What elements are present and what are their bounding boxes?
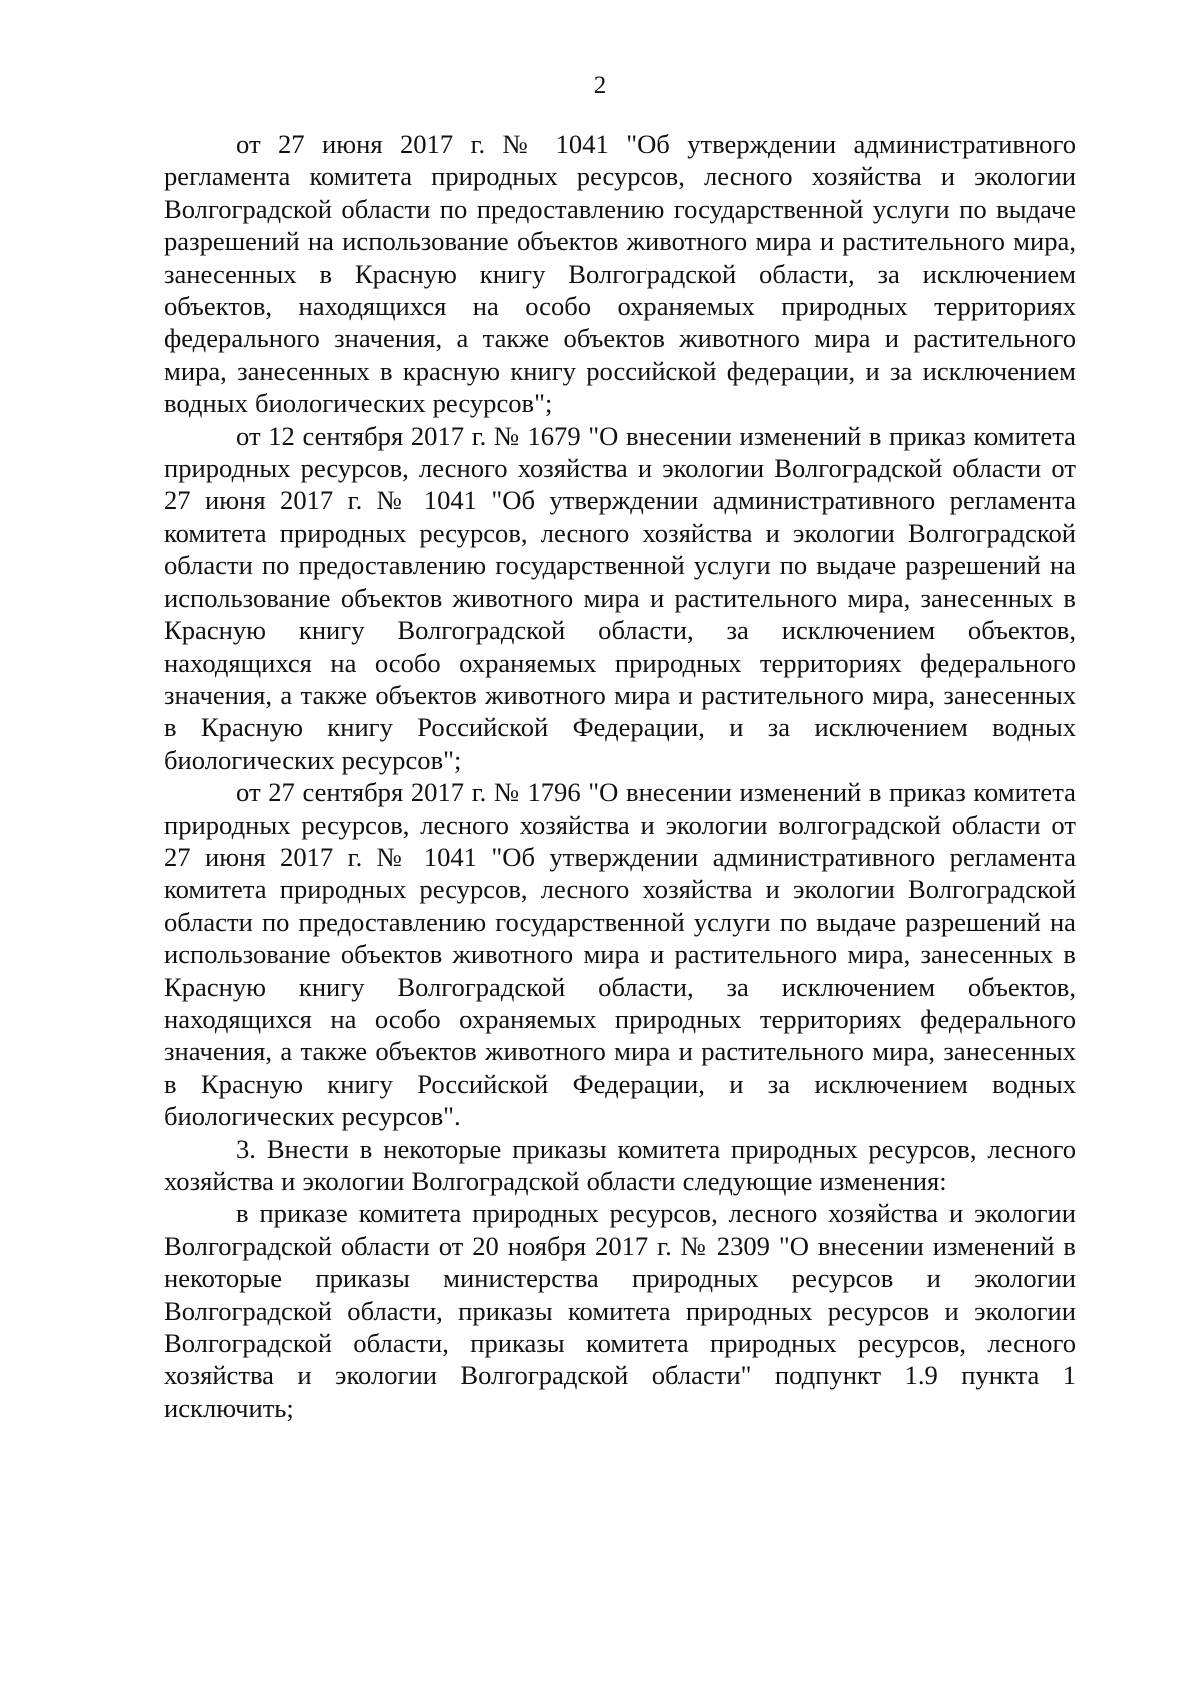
document-body [164, 128, 1076, 1424]
paragraph-item-3: 3. Внести в некоторые приказы комитета природных ресурсов, лесного хозяйства и экологии Волгоградской области следующие изменения: [164, 1133, 1076, 1196]
paragraph-order-1796: от 27 сентября 2017 г. № 1796 "О внесении изменений в приказ комитета природных ресурсов, лесного хозяйства и экологии волгоградской области от 27 июня 2017 г. № 1041 "Об утверждении административного регламента комитета природных ресурсов, лесного хозяйства и экологии Волгоградской области по предоставлению государственной услуги по выдаче разрешений на использование объектов животного мира и растительного мира, занесенных в Красную книгу Волгоградской области, за исключением объектов, находящихся на особо охраняемых природных территориях федерального значения, а также объектов животного мира и растительного мира, занесенных в Красную книгу Российской Федерации, и за исключением водных биологических ресурсов". [164, 777, 1076, 1132]
paragraph-order-2309: в приказе комитета природных ресурсов, лесного хозяйства и экологии Волгоградской области от 20 ноября 2017 г. № 2309 "О внесении изменений в некоторые приказы министерства природных ресурсов и экологии Волгоградской области, приказы комитета природных ресурсов и экологии Волгоградской области, приказы комитета природных ресурсов, лесного хозяйства и экологии Волгоградской области" подпункт 1.9 пункта 1 исключить; [164, 1198, 1076, 1423]
paragraph-order-1041: от 27 июня 2017 г. № 1041 "Об утверждении административного регламента комитета природных ресурсов, лесного хозяйства и экологии Волгоградской области по предоставлению государственной услуги по выдаче разрешений на использование объектов животного мира и растительного мира, занесенных в Красную книгу Волгоградской области, за исключением объектов, находящихся на особо охраняемых природных территориях федерального значения, а также объектов животного мира и растительного мира, занесенных в красную книгу российской федерации, и за исключением водных биологических ресурсов"; [164, 129, 1076, 419]
paragraph-order-1679: от 12 сентября 2017 г. № 1679 "О внесении изменений в приказ комитета природных ресурсов, лесного хозяйства и экологии Волгоградской области от 27 июня 2017 г. № 1041 "Об утверждении административного регламента комитета природных ресурсов, лесного хозяйства и экологии Волгоградской области по предоставлению государственной услуги по выдаче разрешений на использование объектов животного мира и растительного мира, занесенных в Красную книгу Волгоградской области, за исключением объектов, находящихся на особо охраняемых природных территориях федерального значения, а также объектов животного мира и растительного мира, занесенных в Красную книгу Российской Федерации, и за исключением водных биологических ресурсов"; [164, 420, 1076, 775]
page-number: 2 [593, 72, 607, 99]
